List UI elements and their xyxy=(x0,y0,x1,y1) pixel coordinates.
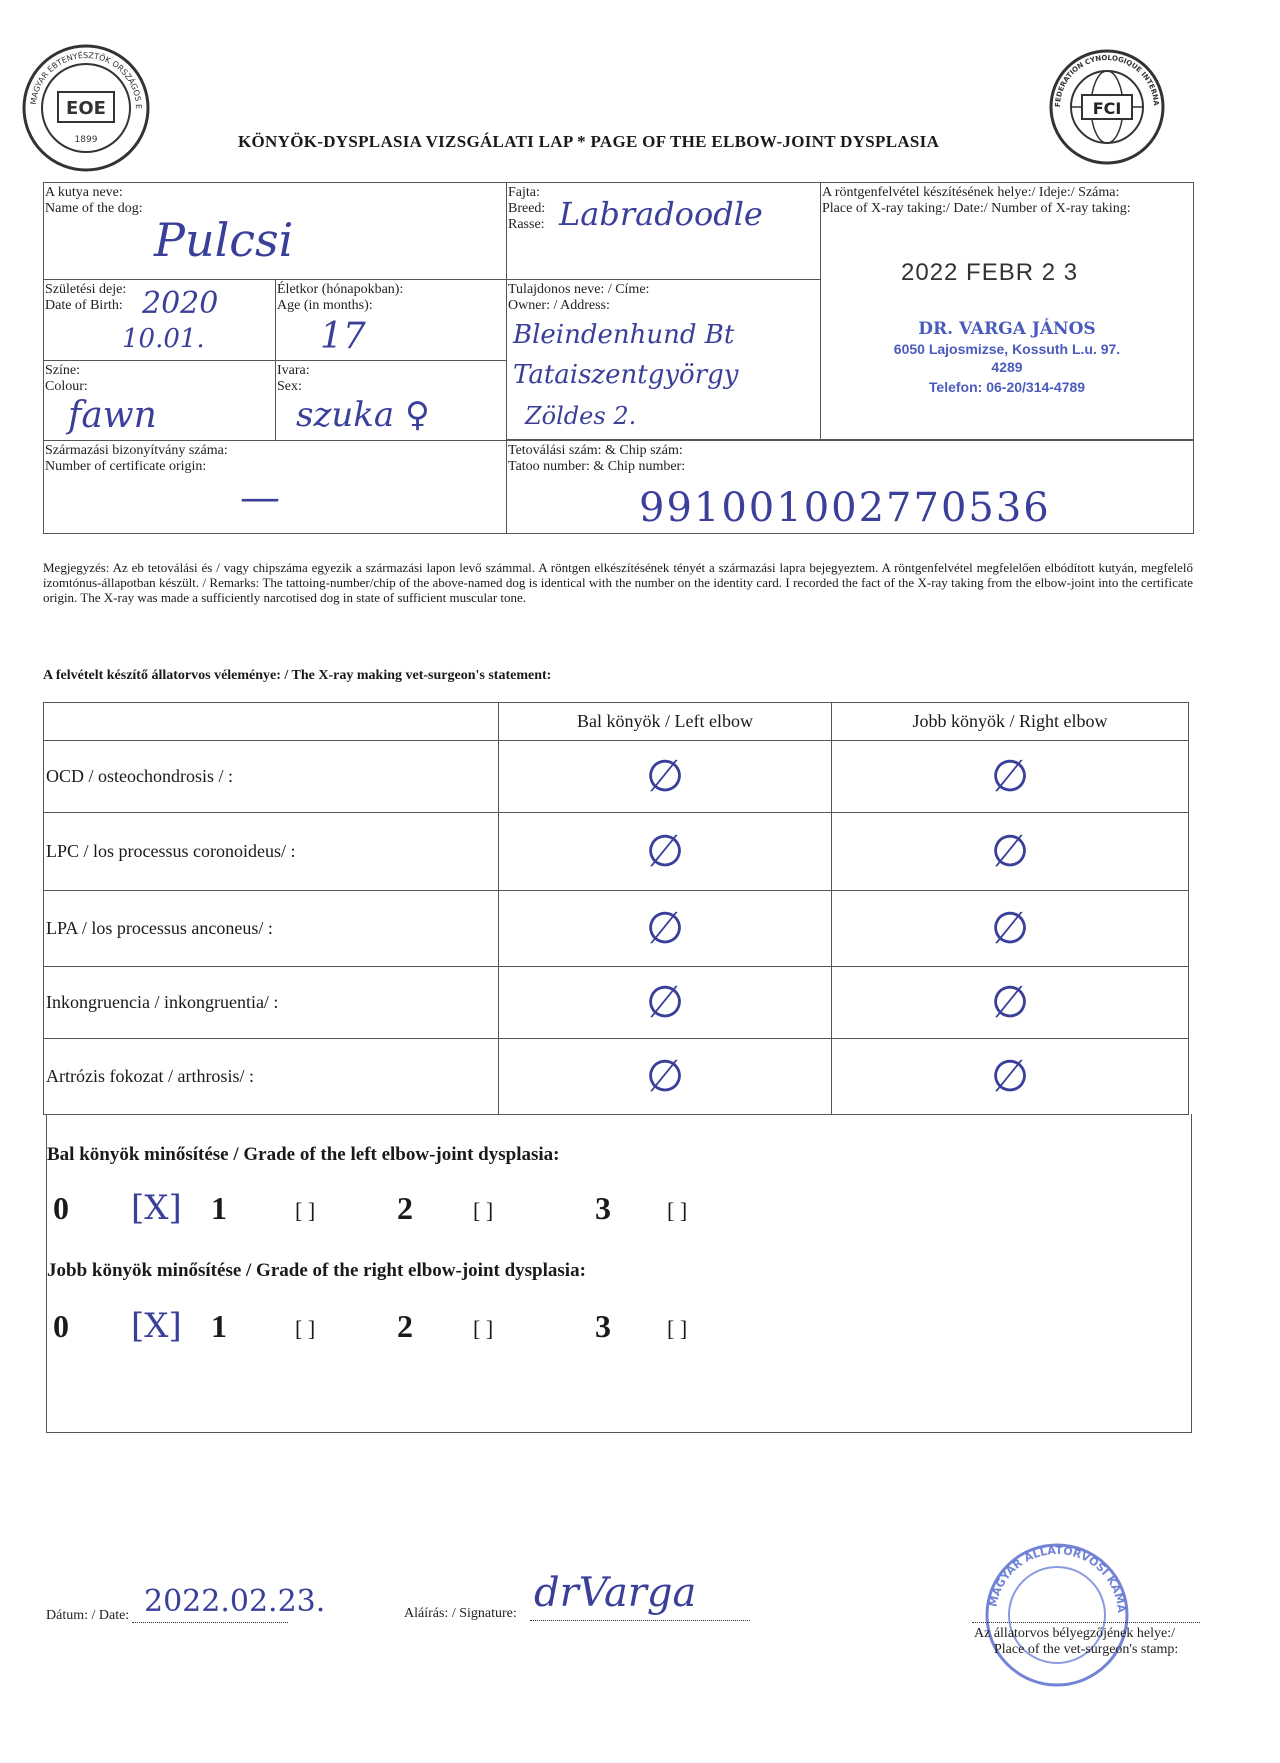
right-grade-0-box: [X] xyxy=(131,1306,182,1346)
remarks-text: Megjegyzés: Az eb tetoválási és / vagy chipszáma egyezik a származási lapon levő számmal. A röntgen elkészítésének tényét a származási lapra bejegyeztem. A röntgenfelvétel megfelelően elbódított kutyán, megfelelő izomtónus-állapotban készült. / Remarks: The tattoing-number/chip of the above-named dog is identical with the number on the identity card. I recorded the fact of the X-ray taking from the elbow-joint into the certificate origin. The X-ray was made a sufficiently narcotised dog in state of sufficient muscular tone. xyxy=(43,560,1193,605)
grades-box xyxy=(46,1114,1192,1433)
xray-cell xyxy=(820,182,1194,440)
fci-logo xyxy=(1048,48,1166,166)
owner-label-en: Owner: / Address: xyxy=(508,298,610,313)
left-grade-3: 3 xyxy=(595,1190,611,1226)
left-grade-3-box: [ ] xyxy=(667,1198,688,1223)
dog-name-label-hu: A kutya neve: xyxy=(45,185,123,200)
row-label: LPA / los processus anconeus/ : xyxy=(44,891,499,967)
right-value: ∅ xyxy=(832,967,1189,1039)
left-logo xyxy=(20,42,152,174)
vet-stamp-name: DR. VARGA JÁNOS xyxy=(918,319,1096,339)
evaluation-table xyxy=(43,702,1189,1115)
dob-value-2: 10.01. xyxy=(122,324,205,354)
colour-value: fawn xyxy=(68,395,157,436)
fci-logo-text: FEDERATION CYNOLOGIQUE INTERNA xyxy=(1053,53,1161,108)
left-elbow-header: Bal könyök / Left elbow xyxy=(499,703,832,741)
fci-abbr: FCI xyxy=(1092,99,1122,118)
right-value: ∅ xyxy=(832,1039,1189,1115)
sex-cell xyxy=(275,360,507,441)
sex-value: szuka ♀ xyxy=(296,395,430,435)
right-grade-title: Jobb könyök minősítése / Grade of the right elbow-joint dysplasia: xyxy=(47,1260,586,1281)
row-label: OCD / osteochondrosis / : xyxy=(44,741,499,813)
page-title: KÖNYÖK-DYSPLASIA VIZSGÁLATI LAP * PAGE OF THE ELBOW-JOINT DYSPLASIA xyxy=(238,132,940,151)
breed-cell xyxy=(506,182,821,280)
owner-line-2: Tataiszentgyörgy xyxy=(513,360,739,390)
cert-value: — xyxy=(240,475,280,521)
right-value: ∅ xyxy=(832,741,1189,813)
right-grade-3-box: [ ] xyxy=(667,1316,688,1341)
header-empty-cell xyxy=(44,703,499,741)
dob-cell xyxy=(43,279,276,361)
owner-line-1: Bleindenhund Bt xyxy=(513,320,735,350)
dog-name-cell xyxy=(43,182,507,280)
left-value: ∅ xyxy=(499,1039,832,1115)
signature-label: Aláírás: / Signature: xyxy=(404,1606,517,1621)
left-grade-0-box: [X] xyxy=(131,1188,182,1228)
right-grade-0: 0 xyxy=(53,1308,69,1344)
owner-cell xyxy=(506,279,821,440)
cert-label-en: Number of certificate origin: xyxy=(45,459,207,474)
table-row xyxy=(44,1039,1189,1115)
left-grade-1: 1 xyxy=(211,1190,227,1226)
chip-value: 991001002770536 xyxy=(639,485,1051,531)
statement-title: A felvételt készítő állatorvos véleménye: / The X-ray making vet-surgeon's statement: xyxy=(43,668,552,683)
signature: drVarga xyxy=(534,1570,697,1616)
left-grade-2-box: [ ] xyxy=(473,1198,494,1223)
sex-label-en: Sex: xyxy=(277,379,302,394)
breed-label-1: Fajta: xyxy=(508,185,540,200)
breed-label-3: Rasse: xyxy=(508,217,545,232)
vet-stamp-address: 6050 Lajosmizse, Kossuth L.u. 97. xyxy=(893,341,1121,357)
row-label: Artrózis fokozat / arthrosis/ : xyxy=(44,1039,499,1115)
chip-label-hu: Tetoválási szám: & Chip szám: xyxy=(508,443,683,458)
left-grade-0: 0 xyxy=(53,1190,69,1226)
left-value: ∅ xyxy=(499,741,832,813)
date-value: 2022.02.23. xyxy=(144,1584,326,1619)
xray-label-en: Place of X-ray taking:/ Date:/ Number of X-ray taking: xyxy=(822,201,1131,216)
colour-cell xyxy=(43,360,276,441)
round-stamp-text: MAGYAR ÁLLATORVOSI KAMA xyxy=(986,1543,1129,1614)
colour-label-hu: Színe: xyxy=(45,363,80,378)
right-grade-1: 1 xyxy=(211,1308,227,1344)
table-row xyxy=(44,967,1189,1039)
dob-label-en: Date of Birth: xyxy=(45,298,123,313)
stamp-label-2: Place of the vet-surgeon's stamp: xyxy=(994,1642,1179,1657)
right-grade-3: 3 xyxy=(595,1308,611,1344)
stamp-dotted-line xyxy=(972,1622,1200,1623)
table-row xyxy=(44,741,1189,813)
cert-label-hu: Származási bizonyítvány száma: xyxy=(45,443,228,458)
chip-cell xyxy=(506,440,1194,534)
left-value: ∅ xyxy=(499,813,832,891)
left-value: ∅ xyxy=(499,967,832,1039)
stamp-label-1: Az állatorvos bélyegzőjének helye:/ xyxy=(974,1626,1175,1641)
chip-label-en: Tatoo number: & Chip number: xyxy=(508,459,686,474)
age-label-en: Age (in months): xyxy=(277,298,373,313)
table-row xyxy=(44,813,1189,891)
vet-stamp-number: 4289 xyxy=(991,359,1023,375)
round-vet-stamp xyxy=(982,1540,1132,1690)
left-grade-title: Bal könyök minősítése / Grade of the left elbow-joint dysplasia: xyxy=(47,1144,560,1165)
cert-cell xyxy=(43,440,507,534)
dob-value-1: 2020 xyxy=(142,286,219,321)
owner-line-3: Zöldes 2. xyxy=(525,402,637,430)
left-logo-year: 1899 xyxy=(74,135,98,145)
svg-text:MAGYAR ÁLLATORVOSI KAMARA xyxy=(982,1540,1128,1614)
right-elbow-header: Jobb könyök / Right elbow xyxy=(832,703,1189,741)
xray-date-stamp: 2022 FEBR 2 3 xyxy=(901,259,1079,286)
age-cell xyxy=(275,279,507,361)
signature-dotted-line xyxy=(530,1620,750,1621)
breed-label-2: Breed: xyxy=(508,201,546,216)
age-label-hu: Életkor (hónapokban): xyxy=(277,282,404,297)
sex-label-hu: Ivara: xyxy=(277,363,310,378)
colour-label-en: Colour: xyxy=(45,379,88,394)
date-dotted-line xyxy=(132,1622,288,1623)
age-value: 17 xyxy=(320,316,366,357)
right-grade-1-box: [ ] xyxy=(295,1316,316,1341)
vet-stamp-phone: Telefon: 06-20/314-4789 xyxy=(928,379,1086,395)
right-value: ∅ xyxy=(832,813,1189,891)
row-label: LPC / los processus coronoideus/ : xyxy=(44,813,499,891)
left-grade-2: 2 xyxy=(397,1190,413,1226)
table-row xyxy=(44,891,1189,967)
owner-label-hu: Tulajdonos neve: / Címe: xyxy=(508,282,650,297)
right-value: ∅ xyxy=(832,891,1189,967)
right-grade-2-box: [ ] xyxy=(473,1316,494,1341)
left-value: ∅ xyxy=(499,891,832,967)
dob-label-hu: Születési deje: xyxy=(45,282,127,297)
date-label: Dátum: / Date: xyxy=(46,1608,130,1623)
dog-name-value: Pulcsi xyxy=(154,213,294,267)
svg-text:EOE: EOE xyxy=(66,98,106,119)
right-grade-2: 2 xyxy=(397,1308,413,1344)
left-grade-1-box: [ ] xyxy=(295,1198,316,1223)
xray-label-hu: A röntgenfelvétel készítésének helye:/ Ideje:/ Száma: xyxy=(822,185,1120,200)
left-logo-text: MAGYAR EBTENYÉSZTŐK ORSZÁGOS E xyxy=(29,50,144,110)
breed-value: Labradoodle xyxy=(559,195,763,233)
row-label: Inkongruencia / inkongruentia/ : xyxy=(44,967,499,1039)
dog-name-label-en: Name of the dog: xyxy=(45,201,143,216)
